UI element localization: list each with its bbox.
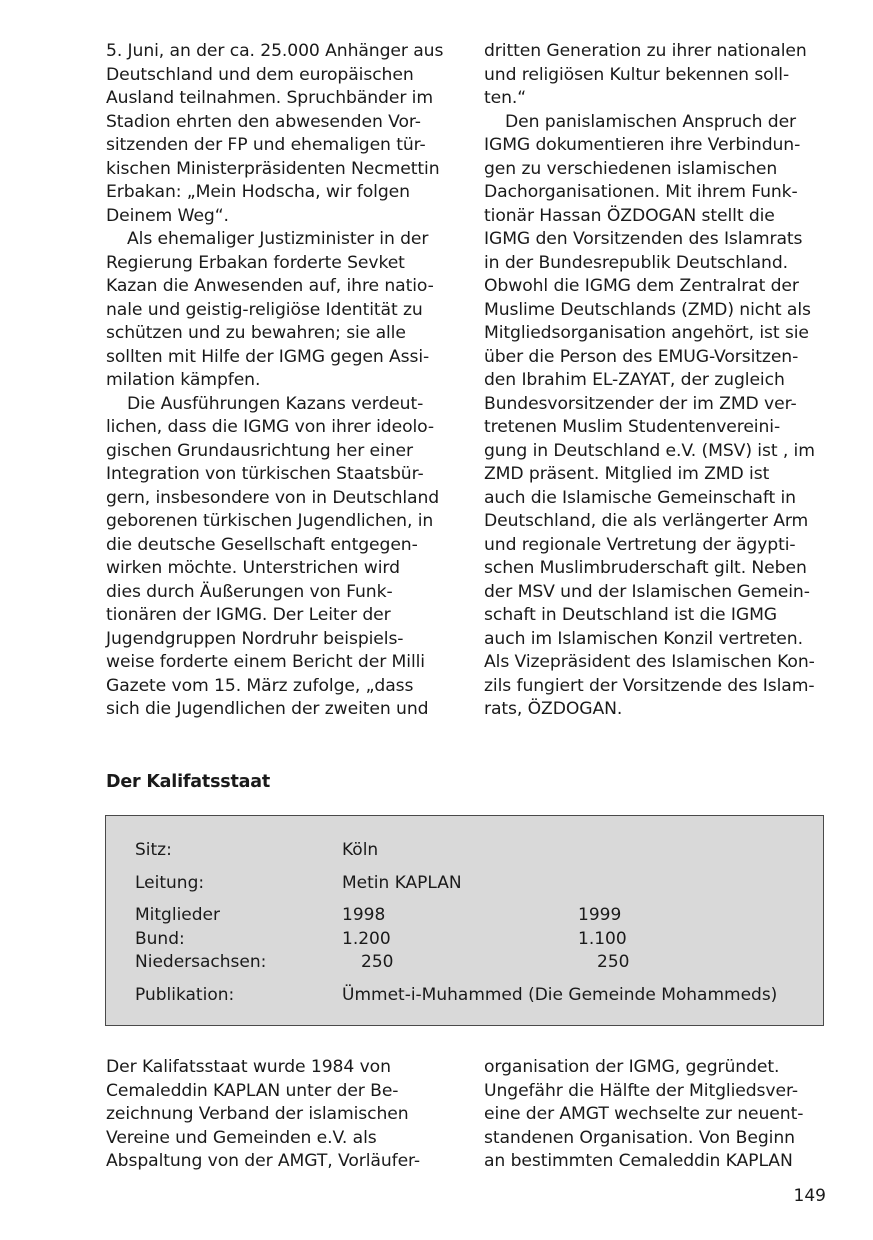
text-line: Als Vizepräsident des Islamischen Kon- [484,652,815,672]
text-line: Abspaltung von der AMGT, Vorläufer- [106,1151,421,1171]
text-line: zils fungiert der Vorsitzende des Islam- [484,675,815,696]
text-line: Deinem Weg“. [106,205,229,226]
text-line: geborenen türkischen Jugendlichen, in [106,511,434,531]
text-line: eine der AMGT wechselte zur neuent- [484,1104,804,1124]
text-line: Integration von türkischen Staatsbür- [106,464,424,484]
text-line: Jugendgruppen Nordruhr beispiels- [106,628,404,649]
fact-label: Mitglieder [135,905,220,925]
year-1999-header: 1999 [578,905,622,925]
fact-label: Publikation: [135,985,235,1005]
text-line: gen zu verschiedenen islamischen [484,158,778,179]
nds-1999-value [578,952,629,972]
fact-box [105,815,824,1026]
text-line: zeichnung Verband der islamischen [106,1104,409,1124]
text-line: lichen, dass die IGMG von ihrer ideolo- [106,417,435,437]
text-line: 5. Juni, an der ca. 25.000 Anhänger aus [106,41,444,61]
text-line: dies durch Äußerungen von Funk- [106,581,393,602]
text-line: Den panislamischen Anspruch der [505,111,797,132]
year-1998-header: 1998 [342,905,386,925]
text-line: auch die Islamische Gemeinschaft in [484,487,796,508]
text-line: der MSV und der Islamischen Gemein- [484,581,810,602]
text-line: IGMG dokumentieren ihre Verbindun- [484,135,801,155]
text-line: Muslime Deutschlands (ZMD) nicht als [484,299,811,320]
body-column-right-bottom [484,1056,834,1174]
text-line: an bestimmten Cemaleddin KAPLAN [484,1151,793,1171]
text-line: sollten mit Hilfe der IGMG gegen Assi- [106,346,430,367]
text-line: dritten Generation zu ihrer nationalen [484,41,807,61]
text-line: Mitgliedsorganisation angehört, ist sie [484,323,809,343]
text-line: und regionale Vertretung der ägypti- [484,534,796,555]
text-line: in der Bundesrepublik Deutschland. [484,252,789,273]
text-line: standenen Organisation. Von Beginn [484,1127,795,1148]
text-line: gern, insbesondere von in Deutschland [106,487,440,508]
text-line: tretenen Muslim Studentenvereini- [484,417,781,437]
bund-1998-value: 1.200 [342,929,391,949]
text-line: Als ehemaliger Justizminister in der [127,229,429,249]
text-line: wirken möchte. Unterstrichen wird [106,558,400,578]
text-line: Regierung Erbakan forderte Sevket [106,252,405,273]
text-line: Bundesvorsitzender der im ZMD ver- [484,393,797,414]
text-line: tionär Hassan ÖZDOGAN stellt die [484,205,775,226]
fact-label: Sitz: [135,840,172,860]
text-line: Deutschland, die als verlängerter Arm [484,511,809,531]
text-line: organisation der IGMG, gegründet. [484,1057,780,1077]
text-line: sitzenden der FP und ehemaligen tür- [106,135,426,155]
text-line: ten.“ [484,88,527,108]
fact-label: Bund: [135,929,185,949]
nds-1999-number: 250 [597,952,630,972]
bund-1999-value: 1.100 [578,929,627,949]
text-line: auch im Islamischen Konzil vertreten. [484,628,803,649]
text-line: schützen und zu bewahren; sie alle [106,323,406,343]
text-line: weise forderte einem Bericht der Milli [106,652,425,672]
text-line: Vereine und Gemeinden e.V. als [106,1127,377,1148]
text-line: Kazan die Anwesenden auf, ihre natio- [106,276,434,296]
text-line: sich die Jugendlichen der zweiten und [106,699,429,719]
text-line: Ungefähr die Hälfte der Mitgliedsver- [484,1080,798,1101]
nds-1998-value [342,952,393,972]
fact-value: Köln [342,840,379,860]
text-line: Stadion ehrten den abwesenden Vor- [106,111,421,132]
text-line: gischen Grundausrichtung her einer [106,440,413,461]
text-line: tionären der IGMG. Der Leiter der [106,605,391,625]
body-column-left-bottom [106,1056,456,1174]
text-line: Obwohl die IGMG dem Zentralrat der [484,276,799,296]
text-line: Ausland teilnahmen. Spruchbänder im [106,88,433,108]
text-line: den Ibrahim EL-ZAYAT, der zugleich [484,370,785,390]
body-column-right-top [484,40,834,722]
text-line: nale und geistig-religiöse Identität zu [106,299,423,320]
text-line: milation kämpfen. [106,370,261,390]
text-line: IGMG den Vorsitzenden des Islamrats [484,229,803,249]
text-line: über die Person des EMUG-Vorsitzen- [484,346,799,367]
text-line: schaft in Deutschland ist die IGMG [484,605,778,625]
text-line: Erbakan: „Mein Hodscha, wir folgen [106,182,410,202]
page-number: 149 [793,1186,826,1206]
text-line: Die Ausführungen Kazans verdeut- [127,393,424,414]
fact-value: Ümmet-i-Muhammed (Die Gemeinde Mohammeds) [342,985,778,1005]
text-line: die deutsche Gesellschaft entgegen- [106,534,418,555]
body-column-left-top [106,40,456,722]
text-line: gung in Deutschland e.V. (MSV) ist , im [484,440,815,461]
fact-label: Leitung: [135,873,205,893]
fact-label: Niedersachsen: [135,952,267,972]
text-line: Der Kalifatsstaat wurde 1984 von [106,1057,391,1077]
text-line: kischen Ministerpräsidenten Necmettin [106,158,440,179]
text-line: Cemaleddin KAPLAN unter der Be- [106,1080,399,1101]
text-line: und religiösen Kultur bekennen soll- [484,64,790,85]
fact-value: Metin KAPLAN [342,873,462,893]
section-heading: Der Kalifatsstaat [106,772,271,792]
text-line: Gazete vom 15. März zufolge, „dass [106,675,414,696]
text-line: rats, ÖZDOGAN. [484,699,623,719]
text-line: Dachorganisationen. Mit ihrem Funk- [484,182,798,202]
text-line: Deutschland und dem europäischen [106,64,414,85]
text-line: schen Muslimbruderschaft gilt. Neben [484,558,807,578]
text-line: ZMD präsent. Mitglied im ZMD ist [484,464,770,484]
nds-1998-number: 250 [361,952,394,972]
